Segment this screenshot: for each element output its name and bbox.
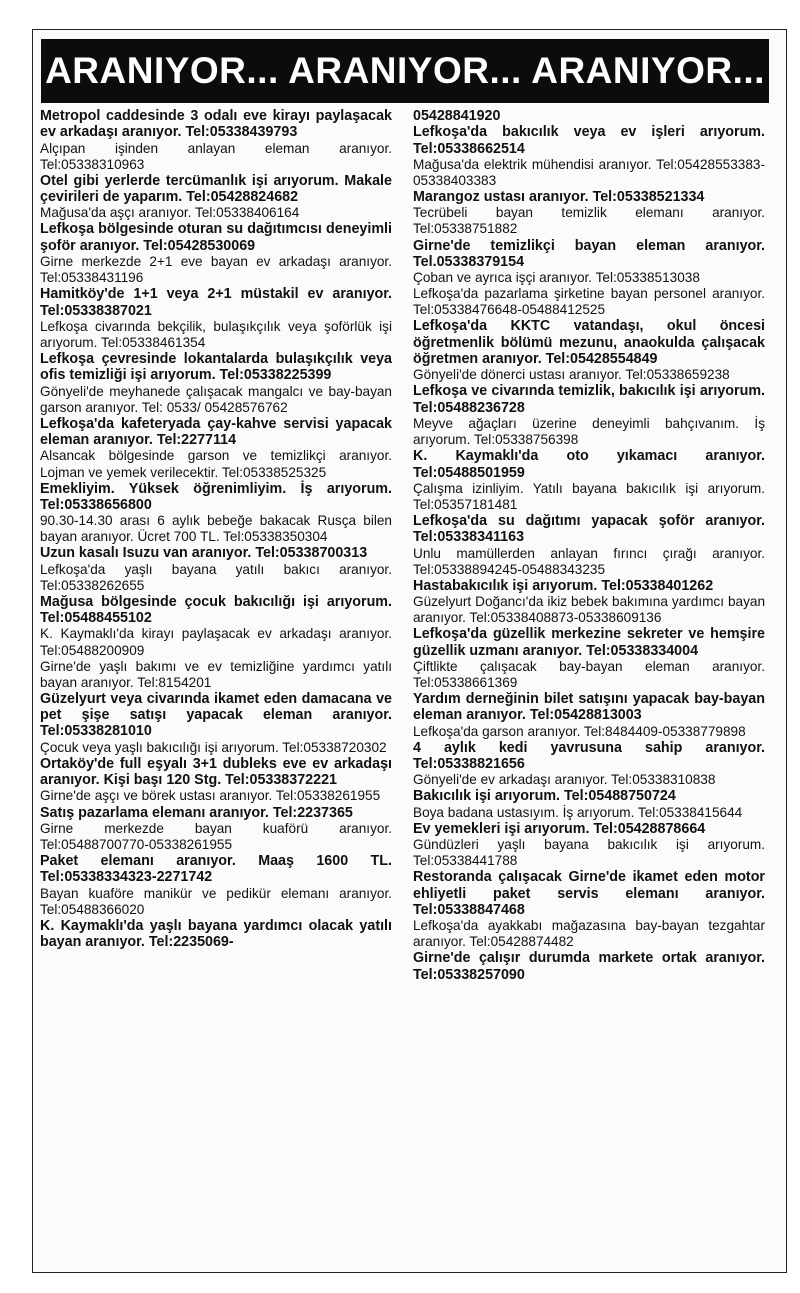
classified-ad: Otel gibi yerlerde tercümanlık işi arıyorum. Makale çevirileri de yaparım. Tel:05428824682 bbox=[40, 172, 392, 206]
classified-ad: Lefkoşa'da güzellik merkezine sekreter ve hemşire güzellik uzmanı aranıyor. Tel:05338334004 bbox=[413, 626, 765, 659]
classified-ad: K. Kaymaklı'da yaşlı bayana yardımcı olacak yatılı bayan aranıyor. Tel:2235069- bbox=[40, 917, 392, 951]
classified-ad: Lefkoşa bölgesinde oturan su dağıtımcısı deneyimli şoför aranıyor. Tel:05428530069 bbox=[40, 221, 392, 254]
classified-ad: Lefkoşa'da ayakkabı mağazasına bay-bayan tezgahtar aranıyor. Tel:05428874482 bbox=[413, 918, 765, 950]
classified-ad: Çoban ve ayrıca işçi aranıyor. Tel:05338513038 bbox=[413, 270, 700, 286]
classified-ad: Alsancak bölgesinde garson ve temizlikçi aranıyor. Lojman ve yemek verilecektir. Tel:05338525325 bbox=[40, 448, 392, 480]
classified-ad: Ortaköy'de full eşyalı 3+1 dubleks eve ev arkadaşı aranıyor. Kişi başı 120 Stg. Tel:05338372221 bbox=[40, 755, 392, 789]
classified-ad: Gönyeli'de dönerci ustası aranıyor. Tel:05338659238 bbox=[413, 367, 730, 383]
classified-ad: Lefkoşa'da su dağıtımı yapacak şoför aranıyor. Tel:05338341163 bbox=[413, 512, 765, 546]
classified-ad: Marangoz ustası aranıyor. Tel:05338521334 bbox=[413, 189, 705, 206]
classified-ad: Hastabakıcılık işi arıyorum. Tel:05338401262 bbox=[413, 577, 714, 594]
classified-ad: Lefkoşa'da bakıcılık veya ev işleri arıyorum. Tel:05338662514 bbox=[413, 124, 765, 157]
classified-ad: Lefkoşa'da pazarlama şirketine bayan personel aranıyor. Tel:05338476648-05488412525 bbox=[413, 286, 765, 318]
classified-ad: Ev yemekleri işi arıyorum. Tel:05428878664 bbox=[413, 820, 706, 837]
left-column bbox=[40, 108, 392, 950]
classified-ad: Mağusa bölgesinde çocuk bakıcılığı işi arıyorum. Tel:05488455102 bbox=[40, 593, 392, 627]
classified-ad: Unlu mamüllerden anlayan fırıncı çırağı aranıyor. Tel:05338894245-05488343235 bbox=[413, 545, 765, 577]
classified-ad: Satış pazarlama elemanı aranıyor. Tel:2237365 bbox=[40, 804, 353, 821]
classified-ad: Lefkoşa'da yaşlı bayana yatılı bakıcı aranıyor. Tel:05338262655 bbox=[40, 561, 392, 593]
classified-ad: Girne'de yaşlı bakımı ve ev temizliğine yardımcı yatılı bayan aranıyor. Tel:8154201 bbox=[40, 658, 392, 690]
classified-ad: Çalışma izinliyim. Yatılı bayana bakıcılık işi arıyorum. Tel:05357181481 bbox=[413, 480, 765, 512]
right-column bbox=[413, 108, 765, 983]
classified-ad: Girne'de temizlikçi bayan eleman aranıyor. Tel.05338379154 bbox=[413, 237, 765, 270]
classified-ad: Gönyeli'de meyhanede çalışacak mangalcı ve bay-bayan garson aranıyor. Tel: 0533/ 05428576762 bbox=[40, 383, 392, 415]
classified-ad: K. Kaymaklı'da oto yıkamacı aranıyor. Tel:05488501959 bbox=[413, 448, 765, 481]
classified-ad: Uzun kasalı Isuzu van aranıyor. Tel:05338700313 bbox=[40, 545, 368, 562]
classified-ad: 05428841920 bbox=[413, 108, 501, 124]
classified-ad: Girne merkezde bayan kuaförü aranıyor. Tel:05488700770-05338261955 bbox=[40, 820, 392, 852]
classified-ad: 4 aylık kedi yavrusuna sahip aranıyor. Tel:05338821656 bbox=[413, 739, 765, 773]
classified-ad: Lefkoşa civarında bekçilik, bulaşıkçılık veya şoförlük işi arıyorum. Tel:05338461354 bbox=[40, 318, 392, 350]
classified-ad: Çiftlikte çalışacak bay-bayan eleman aranıyor. Tel:05338661369 bbox=[413, 658, 765, 690]
classified-ad: Meyve ağaçları üzerine deneyimli bahçıvanım. İş arıyorum. Tel:05338756398 bbox=[413, 416, 765, 448]
classified-ad: Yardım derneğinin bilet satışını yapacak bay-bayan eleman aranıyor. Tel:05428813003 bbox=[413, 691, 765, 724]
classified-ad: Güzelyurt Doğancı'da ikiz bebek bakımına yardımcı bayan aranıyor. Tel:05338408873-05338609136 bbox=[413, 594, 765, 626]
classified-ad: Çocuk veya yaşlı bakıcılığı işi arıyorum. Tel:05338720302 bbox=[40, 739, 387, 755]
classified-ad: Metropol caddesinde 3 odalı eve kirayı paylaşacak ev arkadaşı aranıyor. Tel:05338439793 bbox=[40, 108, 392, 141]
classified-ad: Lefkoşa'da garson aranıyor. Tel:8484409-05338779898 bbox=[413, 723, 746, 739]
classified-ad: Gündüzleri yaşlı bayana bakıcılık işi arıyorum. Tel:05338441788 bbox=[413, 837, 765, 869]
classified-ad: Hamitköy'de 1+1 veya 2+1 müstakil ev aranıyor. Tel:05338387021 bbox=[40, 286, 392, 319]
classified-ad: Mağusa'da aşçı aranıyor. Tel:05338406164 bbox=[40, 205, 300, 221]
classified-ad: Lefkoşa çevresinde lokantalarda bulaşıkçılık veya ofis temizliği işi arıyorum. Tel:05338225399 bbox=[40, 351, 392, 384]
classified-ad: Boya badana ustasıyım. İş arıyorum. Tel:05338415644 bbox=[413, 804, 743, 820]
classified-ad: Lefkoşa ve civarında temizlik, bakıcılık işi arıyorum. Tel:05488236728 bbox=[413, 383, 765, 416]
classified-ad: Girne'de aşçı ve börek ustası aranıyor. Tel:05338261955 bbox=[40, 788, 381, 804]
classified-ad: Emekliyim. Yüksek öğrenimliyim. İş arıyorum. Tel:05338656800 bbox=[40, 480, 392, 513]
classified-ad: Girne merkezde 2+1 eve bayan ev arkadaşı aranıyor. Tel:05338431196 bbox=[40, 254, 392, 286]
classified-ad: Restoranda çalışacak Girne'de ikamet eden motor ehliyetli paket servis elemanı aranıyor. Tel:05338847468 bbox=[413, 869, 765, 918]
classified-ad: Paket elemanı aranıyor. Maaş 1600 TL. Tel:05338334323-2271742 bbox=[40, 852, 392, 886]
classified-ad: Mağusa'da elektrik mühendisi aranıyor. Tel:05428553383-05338403383 bbox=[413, 156, 765, 188]
classified-ad: Alçıpan işinden anlayan eleman aranıyor. Tel:05338310963 bbox=[40, 140, 392, 172]
classified-ad: Lefkoşa'da KKTC vatandaşı, okul öncesi öğretmenlik bölümü mezunu, anaokulda çalışacak öğretmen aranıyor. Tel:05428554849 bbox=[413, 318, 765, 368]
classified-ad: K. Kaymaklı'da kirayı paylaşacak ev arkadaşı aranıyor. Tel:05488200909 bbox=[40, 626, 392, 658]
classified-ad: Tecrübeli bayan temizlik elemanı aranıyor. Tel:05338751882 bbox=[413, 205, 765, 237]
classified-ad: Güzelyurt veya civarında ikamet eden damacana ve pet şişe satışı yapacak eleman aranıyor. Tel:05338281010 bbox=[40, 690, 392, 740]
classified-ad: Girne'de çalışır durumda markete ortak aranıyor. Tel:05338257090 bbox=[413, 950, 765, 983]
classified-ad: Gönyeli'de ev arkadaşı aranıyor. Tel:05338310838 bbox=[413, 772, 716, 788]
page-title: ARANIYOR... ARANIYOR... ARANIYOR... bbox=[41, 39, 769, 103]
classified-ad: 90.30-14.30 arası 6 aylık bebeğe bakacak Rusça bilen bayan aranıyor. Ücret 700 TL. Tel:05338350304 bbox=[40, 513, 392, 545]
classified-ad: Bakıcılık işi arıyorum. Tel:05488750724 bbox=[413, 788, 676, 805]
classified-ad: Lefkoşa'da kafeteryada çay-kahve servisi yapacak eleman aranıyor. Tel:2277114 bbox=[40, 415, 392, 449]
classified-ad: Bayan kuaföre manikür ve pedikür elemanı aranıyor. Tel:05488366020 bbox=[40, 885, 392, 917]
